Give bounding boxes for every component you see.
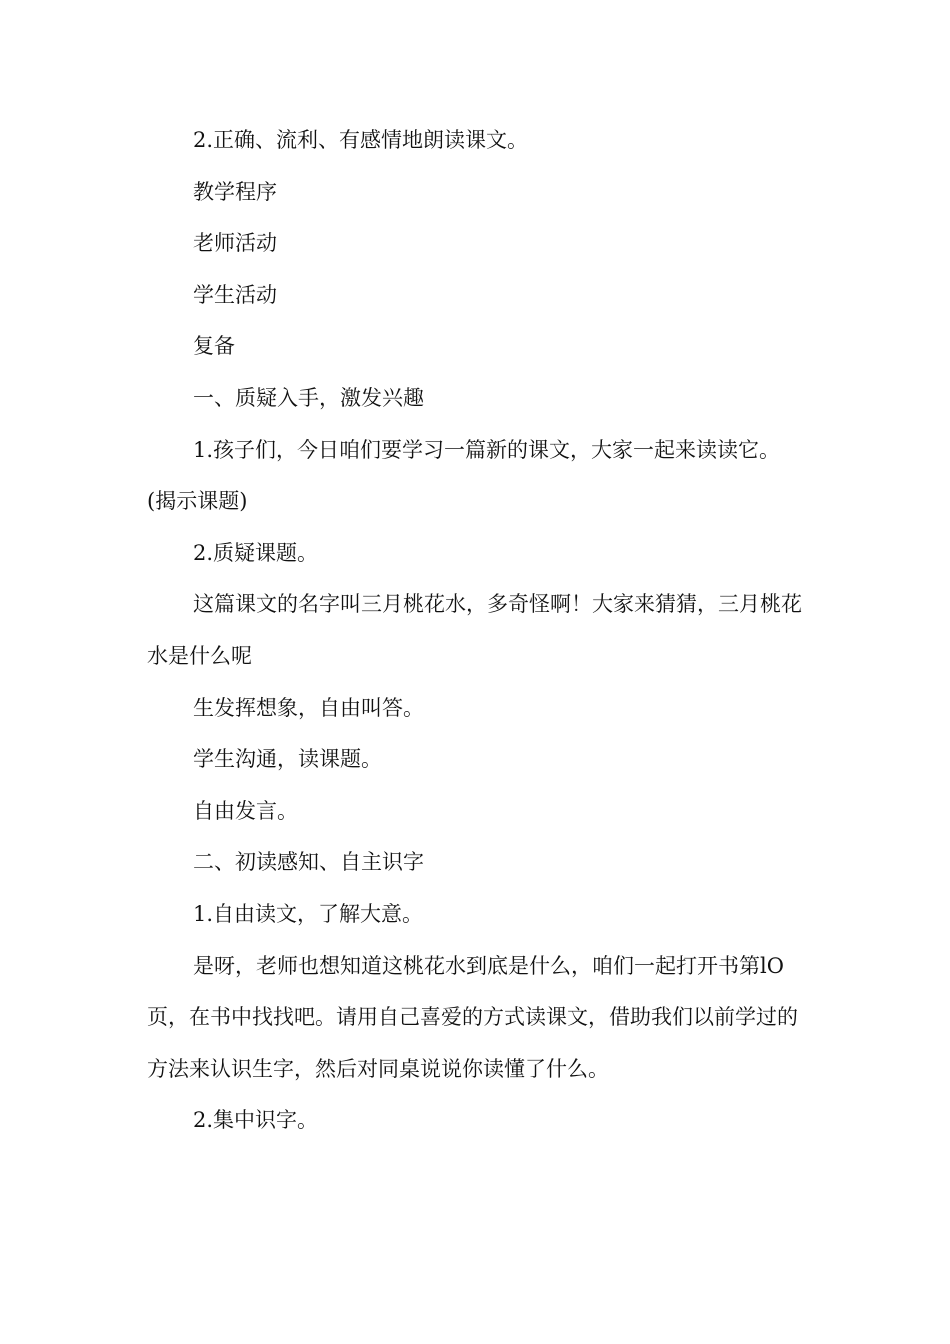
paragraph-teaching-procedure: 教学程序 [193,179,277,204]
section-heading-2: 二、初读感知、自主识字 [193,850,424,875]
paragraph-step-2-2: 2.集中识字。 [193,1108,319,1133]
section-heading-1: 一、质疑入手，激发兴趣 [193,385,424,410]
paragraph-free-speech: 自由发言。 [193,798,298,823]
paragraph-step-2-1: 1.自由读文，了解大意。 [193,901,424,926]
paragraph-student-communicate: 学生沟通，读课题。 [193,747,382,772]
paragraph-objective-2: 2.正确、流利、有感情地朗读课文。 [193,128,529,152]
paragraph-title-question: 这篇课文的名字叫三月桃花水，多奇怪啊！大家来猜猜，三月桃花水是什么呢 [147,592,802,668]
paragraph-step-1-1: 1.孩子们，今日咱们要学习一篇新的课文，大家一起来读读它。(揭示课题) [147,437,781,514]
paragraph-teacher-activity: 老师活动 [193,231,277,256]
paragraph-step-1-2: 2.质疑课题。 [193,540,319,565]
paragraph-reading-instructions: 是呀，老师也想知道这桃花水到底是什么，咱们一起打开书第lO页，在书中找找吧。请用自己喜爱的方式读课文，借助我们以前学过的方法来认识生字，然后对同桌说说你读懂了什么。 [147,953,798,1081]
document-body [147,115,802,1147]
paragraph-student-imagine: 生发挥想象，自由叫答。 [193,695,424,720]
paragraph-review-prep: 复备 [193,334,235,359]
paragraph-student-activity: 学生活动 [193,282,277,307]
